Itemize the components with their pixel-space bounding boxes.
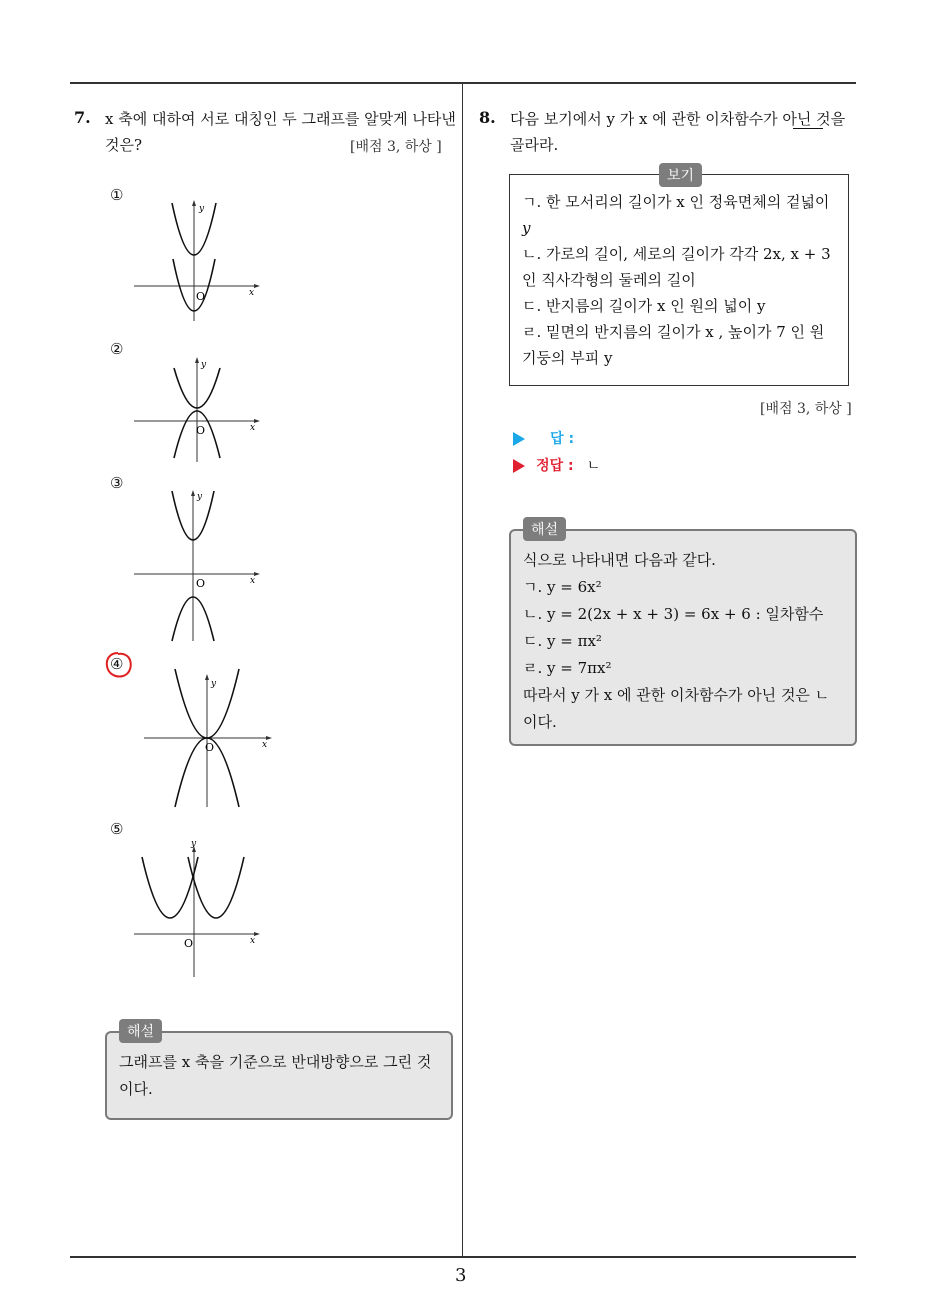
q7-option-2-graph [130, 350, 270, 469]
q7-option-2-label[interactable]: ② [110, 340, 124, 358]
q7-option-1-x-label: x [249, 288, 255, 298]
q8-explanation-line-1: 식으로 나타내면 다음과 같다. [523, 551, 716, 569]
q8-explanation-line-2: ㄱ. y = 6x² [523, 578, 602, 596]
q8-explanation-box [509, 529, 857, 746]
q8-bogi-line-2: y [522, 219, 531, 237]
q7-explanation-line2: 이다. [119, 1080, 153, 1098]
top-rule [70, 82, 856, 84]
column-divider [462, 82, 463, 1257]
q7-option-4-label[interactable]: ④ [110, 655, 124, 673]
q8-explanation-line-3: ㄴ. y = 2(2x + x + 3) = 6x + 6 : 일차함수 [523, 605, 824, 623]
q7-text-line1: x 축에 대하여 서로 대칭인 두 그래프를 알맞게 나타낸 [105, 110, 456, 128]
q8-bogi-line-5: ㄷ. 반지름의 길이가 x 인 원의 넓이 y [522, 297, 766, 315]
q7-option-3-graph [130, 485, 270, 649]
q7-option-2-origin-label: O [196, 424, 206, 437]
page-number: 3 [455, 1265, 467, 1286]
bottom-rule [70, 1256, 856, 1258]
q8-bogi-line-1: ㄱ. 한 모서리의 길이가 x 인 정육면체의 겉넓이 [522, 193, 830, 211]
q8-bogi-box [509, 174, 849, 386]
q7-score: [배점 3, 하상 ] [350, 139, 442, 155]
q7-option-5-graph [130, 835, 270, 984]
q8-correct-label: 정답 : [536, 458, 574, 474]
q8-correct-row [513, 455, 600, 475]
q8-bogi-line-6: ㄹ. 밑면의 반지름의 길이가 x , 높이가 7 인 원 [522, 323, 825, 341]
q8-bogi-lines [522, 189, 831, 371]
q7-option-3-x-label: x [250, 576, 256, 586]
q8-text-line1-content: 다음 보기에서 y 가 x 에 관한 이차함수가 아닌 것을 [510, 110, 846, 128]
q7-explanation-tag: 해설 [119, 1019, 162, 1043]
q7-explanation-box [105, 1031, 453, 1120]
q8-number: 8. [479, 108, 496, 127]
q7-text-line2: 것은? [105, 136, 143, 154]
q8-underline-mark [793, 128, 823, 129]
q7-option-3-label[interactable]: ③ [110, 474, 124, 492]
q7-option-2-y-label: y [201, 360, 207, 370]
q8-bogi-line-3: ㄴ. 가로의 길이, 세로의 길이가 각각 2x, x + 3 [522, 245, 831, 263]
q8-explanation-line-5: ㄹ. y = 7πx² [523, 659, 612, 677]
q7-option-4-origin-label: O [205, 741, 215, 754]
q7-option-4-y-label: y [211, 679, 217, 689]
q7-option-3-y-label: y [197, 492, 203, 502]
q7-explanation-line1: 그래프를 x 축을 기준으로 반대방향으로 그린 것 [119, 1053, 432, 1071]
q8-bogi-line-7: 기둥의 부피 y [522, 349, 613, 367]
q8-text-line2: 골라라. [510, 136, 559, 154]
q8-bogi-tag: 보기 [659, 163, 702, 187]
q8-explanation-line-7: 이다. [523, 713, 557, 731]
q8-answer-row[interactable] [513, 428, 574, 448]
q7-option-1-graph [130, 195, 270, 329]
q7-option-5-origin-label: O [184, 937, 194, 950]
q8-score: [배점 3, 하상 ] [760, 401, 852, 417]
q8-explanation-lines [523, 547, 829, 736]
q7-option-2-x-label: x [250, 423, 256, 433]
q8-bogi-line-4: 인 직사각형의 둘레의 길이 [522, 271, 696, 289]
q8-explanation-line-4: ㄷ. y = πx² [523, 632, 602, 650]
q7-option-5-x-label: x [250, 936, 256, 946]
q7-option-5-y-label: y [191, 839, 197, 849]
q7-number: 7. [74, 108, 91, 127]
q8-explanation-tag: 해설 [523, 517, 566, 541]
q7-option-4-x-label: x [262, 740, 268, 750]
q8-answer-label: 답 : [550, 431, 575, 447]
q7-option-1-label[interactable]: ① [110, 186, 124, 204]
q7-option-4-graph [140, 665, 280, 814]
q7-option-1-y-label: y [199, 204, 205, 214]
q7-option-3-origin-label: O [196, 577, 206, 590]
q7-option-5-label[interactable]: ⑤ [110, 820, 124, 838]
answer-arrow-icon [513, 432, 525, 446]
q8-explanation-line-6: 따라서 y 가 x 에 관한 이차함수가 아닌 것은 ㄴ [523, 686, 830, 704]
q7-option-1-origin-label: O [196, 290, 206, 303]
correct-arrow-icon [513, 459, 525, 473]
q8-correct-value: ㄴ [586, 458, 601, 474]
